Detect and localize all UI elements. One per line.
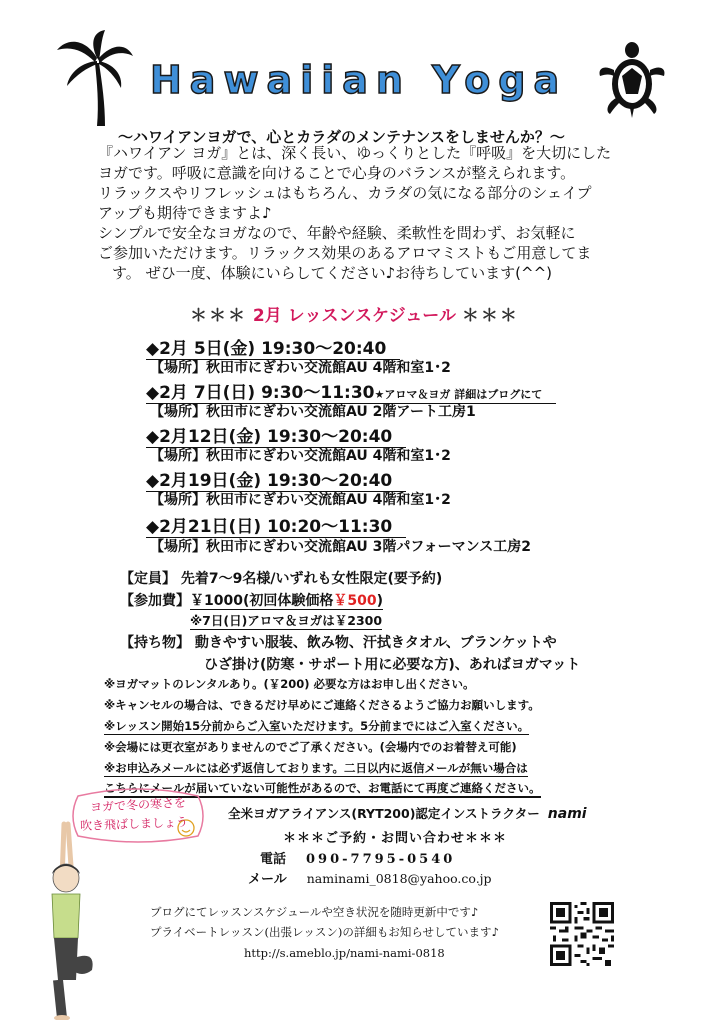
contact-heading: ＊＊＊ご予約・お問い合わせ＊＊＊ bbox=[283, 831, 508, 846]
bubble-line-2: 吹き飛ばしましょう bbox=[79, 815, 189, 833]
phone-row bbox=[260, 848, 455, 867]
footer-line-2: プライベートレッスン(出張レッスン)の詳細もお知らせしています♪ bbox=[150, 925, 499, 939]
sea-turtle-icon bbox=[596, 40, 668, 120]
intro-line: リラックスやリフレッシュはもちろん、カラダの気になる部分のシェイプ bbox=[98, 184, 592, 202]
capacity-info: 【定員】 先着7～9名様/いずれも女性限定(要予約) bbox=[120, 571, 443, 587]
schedule-heading bbox=[190, 301, 519, 326]
schedule-heading-text: 2月 レッスンスケジュール bbox=[252, 306, 456, 326]
fee-note: ※7日(日)アロマ＆ヨガは￥2300 bbox=[190, 613, 383, 628]
stars-left: ＊＊＊ bbox=[190, 306, 247, 326]
note-line: ※キャンセルの場合は、できるだけ早めにご連絡くださるようご協力お願いします。 bbox=[104, 698, 540, 712]
footer-line-1: ブログにてレッスンスケジュールや空き状況を随時更新中です♪ bbox=[150, 905, 479, 919]
fee-close: ) bbox=[376, 593, 384, 609]
note-line: ※ヨガマットのレンタルあり。(￥200) 必要な方はお申し出ください。 bbox=[104, 677, 475, 691]
instructor-credit bbox=[228, 804, 587, 822]
intro-line: 『ハワイアン ヨガ』とは、深く長い、ゆっくりとした『呼吸』を大切にした bbox=[98, 144, 612, 162]
blog-url[interactable]: http://s.ameblo.jp/nami-nami-0818 bbox=[244, 946, 445, 960]
slot-note: ★アロマ＆ヨガ 詳細はブログにて bbox=[374, 388, 543, 401]
slot-date: ◆2月19日(金) 19:30～20:40 bbox=[146, 466, 406, 492]
page-title: Hawaiian Yoga bbox=[150, 58, 568, 102]
slot-date-text: ◆2月 7日(日) 9:30～11:30 bbox=[146, 383, 375, 403]
slot-date: ◆2月 5日(金) 19:30～20:40 bbox=[146, 334, 400, 360]
mail-row bbox=[248, 868, 492, 887]
phone-number[interactable]: 090-7795-0540 bbox=[306, 852, 456, 867]
note-line: こちらにメールが届いていない可能性があるので、お電話にて再度ご連絡ください。 bbox=[104, 780, 541, 798]
stars-right: ＊＊＊ bbox=[461, 306, 519, 326]
slot-date: ◆2月21日(日) 10:20～11:30 bbox=[146, 512, 406, 538]
slot-place: 【場所】秋田市にぎわい交流館AU 4階和室1･2 bbox=[150, 360, 451, 376]
subtitle: ～ハワイアンヨガで、心とカラダのメンテナンスをしませんか？～ bbox=[118, 128, 565, 146]
intro-line: ヨガです。呼吸に意識を向けることで心身のバランスが整えられます。 bbox=[98, 164, 576, 182]
yoga-woman-illustration bbox=[18, 820, 108, 1020]
note-line: ※会場には更衣室がありませんのでご了承ください。(会場内でのお着替え可能) bbox=[104, 740, 517, 754]
items-line-2: ひざ掛け(防寒・サポート用に必要な方)、あればヨガマット bbox=[204, 657, 581, 673]
slot-place: 【場所】秋田市にぎわい交流館AU 4階和室1･2 bbox=[150, 448, 451, 464]
intro-line: す。 ぜひ一度、体験にいらしてください♪お待ちしています(^^) bbox=[112, 264, 552, 282]
mail-address[interactable]: naminami_0818@yahoo.co.jp bbox=[306, 871, 492, 886]
qr-code bbox=[550, 902, 614, 966]
mail-label: メール bbox=[248, 872, 287, 887]
intro-text bbox=[98, 143, 618, 283]
slot-place: 【場所】秋田市にぎわい交流館AU 2階アート工房1 bbox=[150, 404, 476, 420]
phone-label: 電話 bbox=[260, 852, 287, 867]
note-line: ※レッスン開始15分前からご入室いただけます。5分前までにはご入室ください。 bbox=[104, 719, 530, 733]
palm-tree-icon bbox=[55, 28, 135, 128]
intro-line: ご参加いただけます。リラックス効果のあるアロマミストもご用意してま bbox=[98, 244, 592, 262]
intro-line: アップも期待できますよ♪ bbox=[98, 204, 272, 222]
fee-info bbox=[120, 590, 383, 610]
items-line-1: 【持ち物】 動きやすい服装、飲み物、汗拭きタオル、ブランケットや bbox=[120, 635, 557, 651]
slot-date: ◆2月12日(金) 19:30～20:40 bbox=[146, 422, 406, 448]
intro-line: シンプルで安全なヨガなので、年齢や経験、柔軟性を問わず、お気軽に bbox=[98, 224, 576, 242]
note-line: ※お申込みメールには必ず返信しております。二日以内に返信メールが無い場合は bbox=[104, 761, 528, 775]
slot-place: 【場所】秋田市にぎわい交流館AU 4階和室1･2 bbox=[150, 492, 451, 508]
fee-main: ￥1000(初回体験価格 bbox=[190, 593, 334, 609]
slot-place: 【場所】秋田市にぎわい交流館AU 3階パフォーマンス工房2 bbox=[150, 539, 532, 555]
fee-label: 【参加費】 bbox=[120, 593, 190, 609]
instructor-label: 全米ヨガアライアンス(RYT200)認定インストラクター bbox=[228, 806, 540, 821]
instructor-name: nami bbox=[547, 806, 587, 822]
bubble-line-1: ヨガで冬の寒さを bbox=[89, 795, 187, 815]
fee-trial: ￥500 bbox=[333, 593, 377, 609]
